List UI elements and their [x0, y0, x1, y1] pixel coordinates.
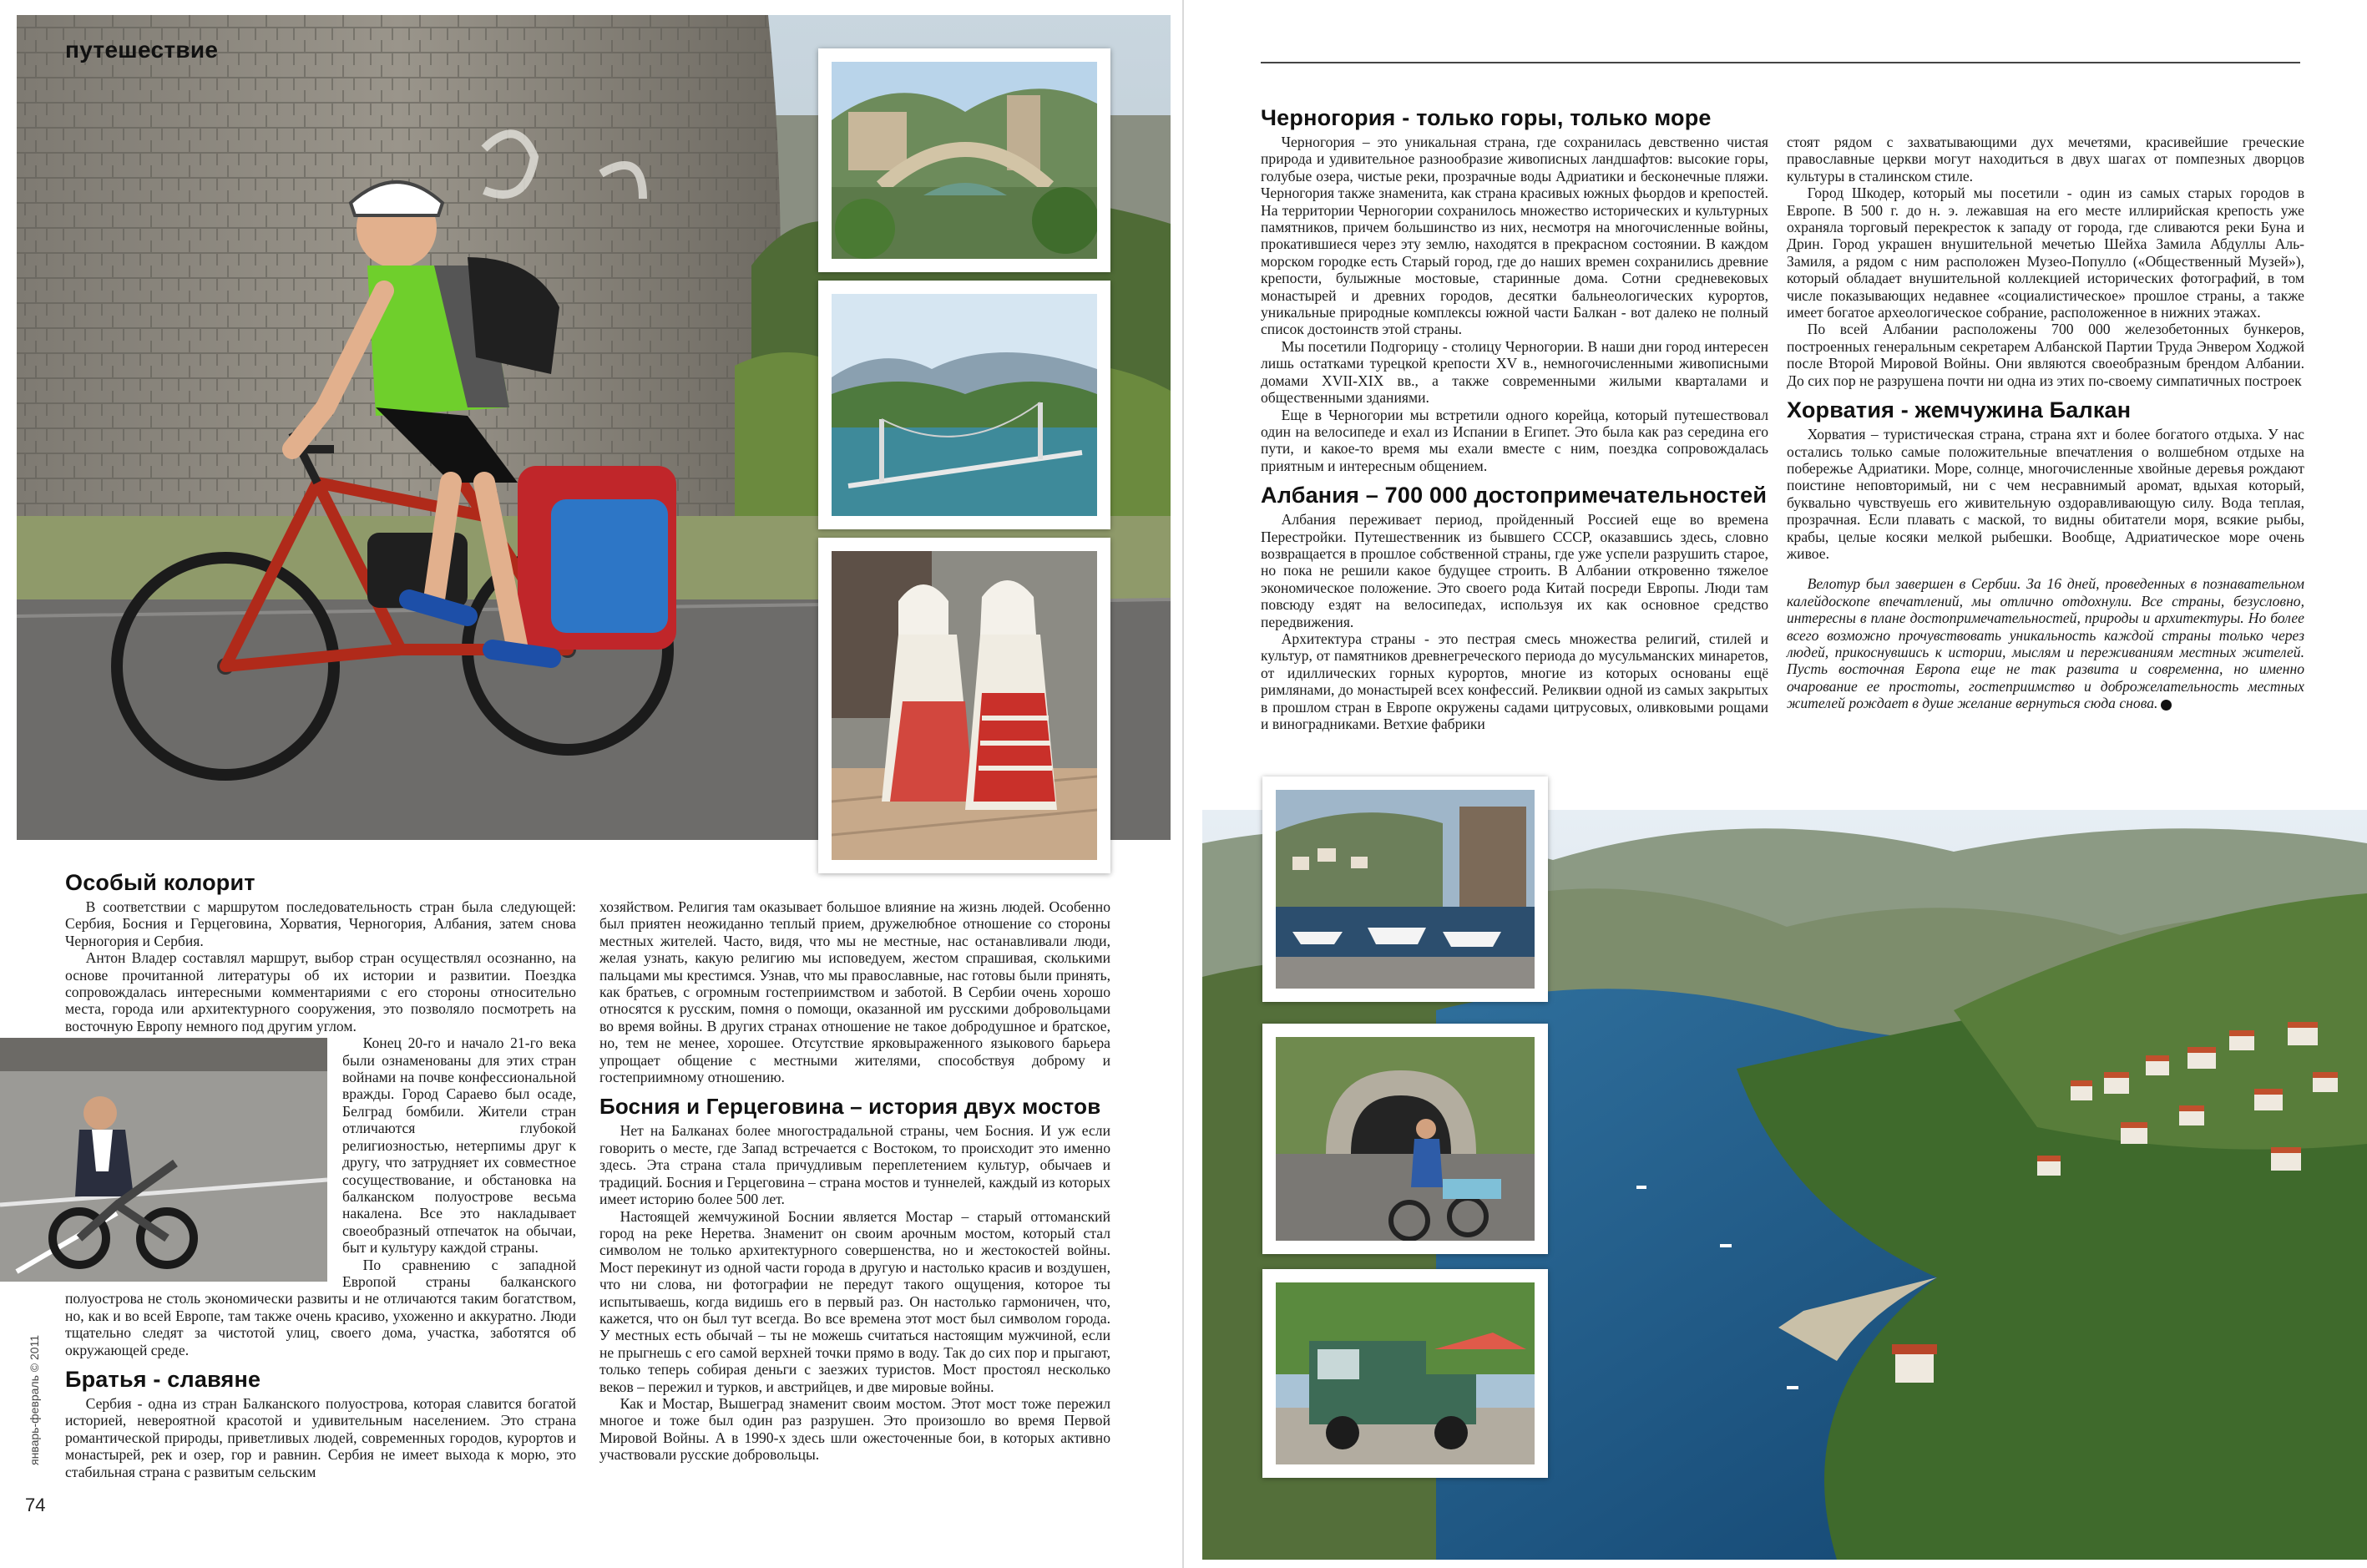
- right-col-2: [1787, 134, 2304, 712]
- paragraph: Как и Мостар, Вышеград знаменит своим мостом. Этот мост тоже пережил многое и тоже был один раз разрушен. Это произошло во время Первой Мировой Войны. А в 1990-х здесь шли ожесточенные бои, в которых активно участвовали русские добровольцы.: [599, 1394, 1110, 1464]
- harbor-illustration: [1276, 790, 1535, 989]
- paragraph: Город Шкодер, который мы посетили - один из самых старых городов в Европе. В 500 г. до н. э. лежавшая на его месте иллирийская крепость уже охраняла торговый перекресток к западу от города, где сливаются реки Буна и Дрин. Город украшен внушительной мечетью Шейха Замила Абдуллы Аль-Замиля, а рядом с ним расположен Музео-Популло («Общественный Музей»), который обладает внушительной коллекцией исторических фотографий, в том числе показывающих недавнее «социалистическое» прошлое страны, а также имеет богатое археологическое собрание, расположенное в нижних этажах.: [1787, 185, 2304, 321]
- section-label: путешествие: [65, 37, 219, 63]
- paragraph: стоят рядом с захватывающими дух мечетями, красивейшие греческие православные церкви могут находиться в двух шагах от помпезных дворцов культуры в сталинском стиле.: [1787, 134, 2304, 185]
- mostar-bridge-illustration: [832, 62, 1097, 259]
- end-mark-icon: [2161, 700, 2172, 711]
- tunnel-cyclist-illustration: [1276, 1037, 1535, 1241]
- moped-photo: [0, 1038, 327, 1282]
- closing-text: Велотур был завершен в Сербии. За 16 дней, проведенных в познавательном калейдоскопе впечатлений, мы отлично отдохнули. Все страны, безусловно, интересны в плане достопримечательностей, природы и архитектуры. Но более всего возможно прочувствовать уникальность каждой страны только через людей, прикоснувшись к истории, мыслям и переживаниям местных жителей. Пусть восточная Европа еще не так развита и современна, но именно очарование ее простоты, гостеприимство и доброжелательность местных жителей рождает в душе желание вернуться сюда снова.: [1787, 575, 2304, 712]
- left-col-1: [65, 868, 576, 1480]
- heading-osobyi-kolorit: Особый колорит: [65, 870, 255, 895]
- paragraph: Еще в Черногории мы встретили одного корейца, который путешествовал один на велосипеде и ехал из Испании в Египет. Это была как раз середина его пути, и какое-то время мы ехали вместе с ним, поездка сопровождалась приятным и интересным общением.: [1261, 406, 1768, 474]
- women-costume-illustration: [832, 551, 1097, 860]
- mostar-photo-frame: [818, 48, 1110, 272]
- paragraph: Архитектура страны - это пестрая смесь множества религий, стилей и культур, от памятников древнегреческого периода до мусульманских минаретов, от идиллических горных курортов, многие из которых основаны ещё римлянами, до монастырей всех конфессий. Реликвии одной из самых закрытых в прошлом стран в Европе окружены садами цитрусовых, оливковыми рощами и виноградниками. Ветхие фабрики: [1261, 630, 1768, 732]
- right-col-1: [1261, 104, 1768, 732]
- tunnel-photo-frame: [1262, 1024, 1548, 1254]
- heading-bratya-slavyane: Братья - славяне: [65, 1366, 261, 1392]
- women-costume-photo: [832, 551, 1097, 860]
- paragraph: Мы посетили Подгорицу - столицу Черногории. В наши дни город интересен лишь остатками турецкой крепости XV в., немногочисленными живописными домами XVII-XIX вв., а также современными жилыми кварталами и общественными зданиями.: [1261, 337, 1768, 407]
- heading-croatia: Хорватия - жемчужина Балкан: [1787, 397, 2132, 423]
- lake-bridge-photo: [832, 294, 1097, 516]
- harbor-photo: [1276, 790, 1535, 989]
- tunnel-cyclist-photo: [1276, 1037, 1535, 1241]
- paragraph: По сравнению с западной Европой страны балканского полуострова не столь экономически развиты и не отличаются таким богатством, но, как и во всей Европе, там также очень красиво, ухоженно и аккуратно. Люди тщательно следят за чистотой улиц, своего дома, участка, заботятся об окружающей среде.: [65, 1256, 576, 1358]
- paragraph: Настоящей жемчужиной Боснии является Мостар – старый оттоманский город на реке Неретва. Знаменит он своим арочным мостом, который стал символом не только архитектурного совершенства, но и жестокостей войны. Мост перекинут из одной части города в другую и настолько красив и воздушен, что ни слова, ни фотографии не передут такого ощущения, которое ты испытываешь, когда видишь его в первый раз. Он настолько гармоничен, что, кажется, что он был тут всегда. Во все времена этот мост был символом города. У местных есть обычай – ты не можешь считаться настоящим мужчиной, если не прыгнешь с его самой верхней точки прямо в воду. Так до сих пор и прыгают, только теперь собирая деньги с заезжих туристов. Мост простоял несколько веков – пережил и турков, и австрийцев, и две мировые войны.: [599, 1207, 1110, 1395]
- women-photo-frame: [818, 538, 1110, 873]
- right-page: [1184, 0, 2367, 1568]
- top-rule: [1261, 62, 2300, 63]
- closing-paragraph: [1787, 575, 2304, 711]
- truck-photo-frame: [1262, 1269, 1548, 1478]
- harbor-photo-frame: [1262, 776, 1548, 1002]
- paragraph: Хорватия – туристическая страна, страна яхт и более богатого отдыха. У нас остались только самые положительные впечатления о волшебном отдыхе на побережье Адриатики. Море, солнце, многочисленные хвойные деревья рождают поистине неповторимый, ни с чем несравнимый аромат, вдыхая который, буквально чувствуешь его живительную оздоравливающую силу. Вода теплая, прозрачная. Если плавать с маской, то видны обитатели моря, всякие рыбы, крабы, целые косяки мелкой рыбешки. Вообще, Адриатическое море очень живое.: [1787, 426, 2304, 562]
- lake-photo-frame: [818, 281, 1110, 529]
- paragraph: Черногория – это уникальная страна, где сохранилась девственно чистая природа и удивительное разнообразие живописных ландшафтов: высокие горы, голубые озера, чистые реки, прозрачные воды Адриатики и бесконечные пляжи. Черногория также знаменита, как страна красивых южных фьордов и крепостей. На территории Черногории сохранилось множество исторических и культурных памятников, причем большинство из них, несмотря на многочисленные войны, прокатившиеся через эту землю, находятся в прекрасном состоянии. В каждом морском городке есть Старый город, где до наших времен сохранились древние крепости, булыжные мостовые, старинные дома. Сотни средневековых монастырей и древних городов, десятки бальнеологических курортов, уникальные природные комплексы южной части Балкан - вот далеко не полный список достоинств этой страны.: [1261, 134, 1768, 338]
- heading-albania: Албания – 700 000 достопримечательностей: [1261, 483, 1768, 508]
- vintage-truck-photo: [1276, 1282, 1535, 1464]
- heading-bosnia: Босния и Герцеговина – история двух мостов: [599, 1094, 1101, 1120]
- paragraph: хозяйством. Религия там оказывает большое влияние на жизнь людей. Особенно был приятен неожиданно теплый прием, дружелюбное отношение со стороны местных жителей. Часто, видя, что мы не местные, нас останавливали люди, желая узнать, какую религию мы исповедуем, жестом спрашивая, сколькими пальцами мы крестимся. Узнав, что мы православные, нас готовы были принять, как братьев, с огромным гостеприимством и заботой. В Сербии очень хорошо относятся к русским, помня о помощи, оказанной им русскими добровольцами во время войны. В других странах отношение не такое добродушное и братское, но, тем не менее, хорошее. Отсутствие ярковыраженного языкового барьера упрощает общение с местными жителями, способствуя доброму и гостеприимному отношению.: [599, 898, 1110, 1086]
- paragraph: Сербия - одна из стран Балканского полуострова, которая славится богатой историей, невероятной красотой и удивительным населением. Это страна романтической природы, приветливых людей, современных городов, курортов и монастырей, рек и озер, гор и равнин. Сербия не имеет выхода к морю, это стабильная страна с развитым сельским: [65, 1394, 576, 1480]
- vintage-truck-illustration: [1276, 1282, 1535, 1464]
- moped-illustration: [0, 1038, 327, 1282]
- paragraph: По всей Албании расположены 700 000 железобетонных бункеров, построенных генеральным секретарем Албанской Партии Труда Энвером Ходжой после Второй Мировой Войны. Они являются своеобразным брендом Албании. До сих пор не разрушена почти ни одна из этих по-своему симпатичных построек: [1787, 321, 2304, 389]
- lake-bridge-illustration: [832, 294, 1097, 516]
- mostar-bridge-photo: [832, 62, 1097, 259]
- left-col-2: [599, 898, 1110, 1464]
- paragraph: Албания переживает период, пройденный Россией еще во времена Перестройки. Путешественник из бывшего СССР, оказавшись здесь, словно возвращается в прошлое собственной страны, где уже успели разрушить старое, но пока не решили какое будущее строить. В Албании откровенно тяжелое экономическое положение. Это своего рода Китай посреди Европы. Люди там повсюду ездят на велосипедах, используя их как основное средство передвижения.: [1261, 511, 1768, 630]
- heading-montenegro: Черногория - только горы, только море: [1261, 105, 1712, 130]
- paragraph: Нет на Балканах более многострадальной страны, чем Босния. И уж если говорить о месте, где Запад встречается с Востоком, то происходит это именно здесь. Эта страна стала причудливым переплетением культур, обычаев и традиций. Босния и Герцеговина – страна мостов и туннелей, каждый из которых имеет историю более 500 лет.: [599, 1122, 1110, 1208]
- page-number: 74: [25, 1495, 46, 1515]
- issue-date: январь-февраль © 2011: [28, 1334, 41, 1465]
- paragraph: Антон Владер составлял маршрут, выбор стран осуществлял осознанно, на основе прочитанной литературы об их истории и развитии. Поездка сопровождалась интересными комментариями с его стороны относительно места, города или архитектурного сооружения, это позволяло посмотреть на восточную Европу немного под другим углом.: [65, 949, 576, 1034]
- paragraph: В соответствии с маршрутом последовательность стран была следующей: Сербия, Босния и Герцеговина, Хорватия, Черногория, Албания, затем снова Черногория и Сербия.: [65, 898, 576, 949]
- paragraph: Конец 20-го и начало 21-го века были ознаменованы для этих стран войнами на почве конфессиональной вражды. Город Сараево был осаде, Белград бомбили. Жители стран отличаются глубокой религиозностью, нетерпимы друг к другу, что затрудняет их совместное сосуществование, и обстановка на балканском полуострове весьма накалена. Все это накладывает своеобразный отпечаток на обычаи, быт и культуру каждой страны.: [342, 1034, 576, 1257]
